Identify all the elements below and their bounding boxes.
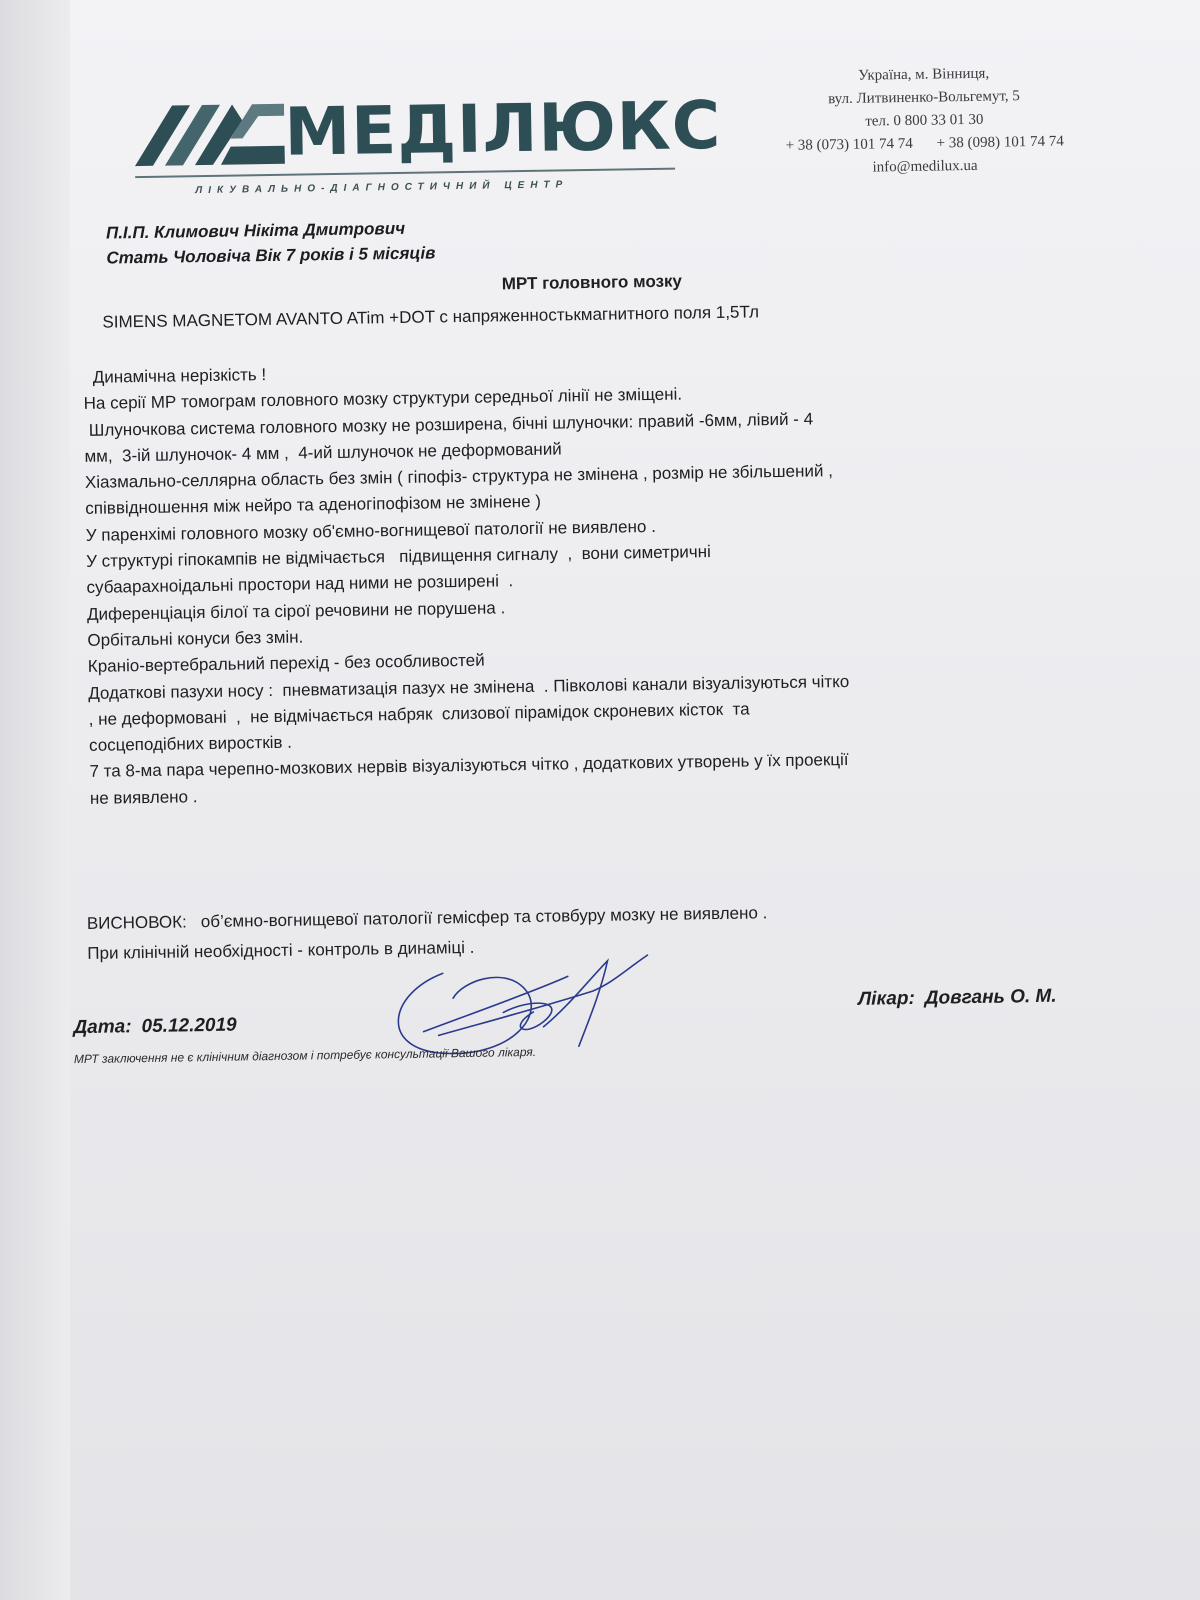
conclusion-recommendation: При клінічній необхідності - контроль в динаміці . xyxy=(87,937,475,963)
findings-line: Краніо-вертебральний перехід - без особливостей xyxy=(87,650,485,677)
address-line-1: Україна, м. Вінниця, xyxy=(858,65,990,84)
logo-mark-icon xyxy=(134,86,285,168)
scanner-device: SIMENS MAGNETOM AVANTO ATim +DOT с напряженностькмагнитного поля 1,5Тл xyxy=(102,302,760,332)
report-title: МРТ головного мозку xyxy=(501,271,683,294)
date-label: Дата: xyxy=(73,1016,132,1039)
report-date xyxy=(73,1015,236,1040)
report-findings xyxy=(83,349,1110,812)
conclusion-text: об’ємно-вогнищевої патології гемісфер та стовбуру мозку не виявлено . xyxy=(200,903,768,932)
findings-line: Орбітальні конуси без змін. xyxy=(87,627,304,650)
clinic-contacts xyxy=(733,61,1115,182)
conclusion-label: ВИСНОВОК: xyxy=(86,912,187,933)
email-address: info@medilux.ua xyxy=(872,157,978,176)
report-sheet xyxy=(43,0,1200,1600)
patient-sex-age: Стать Чоловіча Вік 7 років і 5 місяців xyxy=(106,243,436,268)
patient-name: П.І.П. Климович Нікіта Дмитрович xyxy=(105,218,406,243)
logo-divider xyxy=(135,168,675,178)
disclaimer-note: МРТ заключення не є клінічним діагнозом і потребує консультації Вашого лікаря. xyxy=(73,1044,537,1067)
findings-line: співвідношення між нейро та аденогіпофізом не змінене ) xyxy=(85,492,542,519)
clinic-logo xyxy=(134,69,722,218)
findings-line: субаарахноідальні простори над ними не розширені . xyxy=(86,571,514,598)
phone-mobile-1: + 38 (073) 101 74 74 xyxy=(785,135,913,154)
findings-line: мм, 3-ій шлуночок- 4 мм , 4-ий шлуночок не деформований xyxy=(84,439,562,466)
date-value: 05.12.2019 xyxy=(141,1014,237,1038)
doctor-value: Довгань О. М. xyxy=(924,985,1057,1009)
phone-main: тел. 0 800 33 01 30 xyxy=(865,111,984,130)
patient-info xyxy=(106,215,436,270)
logo-wordmark: МЕДІЛЮКС xyxy=(283,86,722,171)
phone-mobile-2: + 38 (098) 101 74 74 xyxy=(936,133,1064,152)
findings-line: Динамічна нерізкість ! xyxy=(83,365,267,387)
findings-line: На серії МР томограм головного мозку структури середньої лінії не зміщені. xyxy=(83,384,683,414)
findings-line: сосцеподібних виростків . xyxy=(88,732,293,756)
findings-line: Хіазмально-селлярна область без змін ( гіпофіз- структура не змінена , розмір не збільшений , xyxy=(84,461,834,493)
logo-subtitle: ЛІКУВАЛЬНО-ДІАГНОСТИЧНИЙ ЦЕНТР xyxy=(195,179,569,197)
findings-line: не виявлено . xyxy=(89,786,198,808)
doctor-label: Лікар: xyxy=(857,987,916,1010)
findings-line: У структурі гіпокампів не відмічається підвищення сигналу , вони симетричні xyxy=(86,542,711,571)
address-line-2: вул. Литвиненко-Вольгемут, 5 xyxy=(828,88,1020,108)
findings-line: Шлуночкова система головного мозку не розширена, бічні шлуночки: правий -6мм, лівий - 4 xyxy=(83,409,814,440)
findings-line: У паренхімі головного мозку об'ємно-вогнищевої патології не виявлено . xyxy=(85,516,656,545)
findings-line: Диференціація білої та сірої речовини не порушена . xyxy=(86,598,506,624)
doctor-name xyxy=(858,986,1057,1011)
findings-line: , не деформовані , не відмічається набряк слизової пірамідок скроневих кісток та xyxy=(88,699,750,729)
findings-line: Додаткові пазухи носу : пневматизація пазух не змінена . Півколові канали візуалізуються чітко xyxy=(88,671,850,703)
findings-line: 7 та 8-ма пара черепно-мозкових нервів візуалізуються чітко , додаткових утворень у їх проекції xyxy=(89,750,849,782)
